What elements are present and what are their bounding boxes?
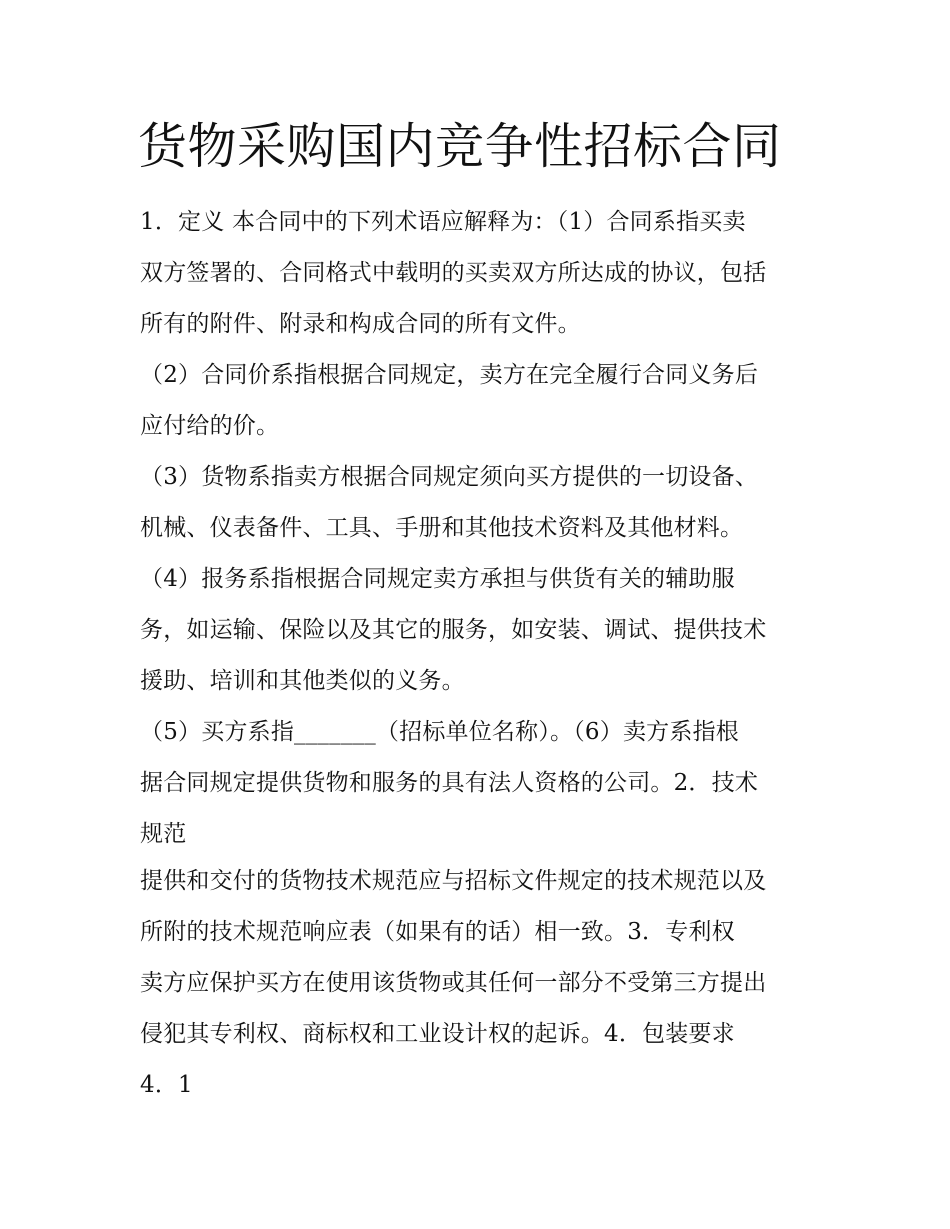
body-line: 卖方应保护买方在使用该货物或其任何一部分不受第三方提出 — [140, 970, 767, 996]
body-line: （3）货物系指卖方根据合同规定须向买方提供的一切设备、 — [140, 464, 759, 490]
body-line: 援助、培训和其他类似的义务。 — [140, 668, 465, 694]
body-line: （5）买方系指_______（招标单位名称）。（6）卖方系指根 — [140, 719, 739, 745]
body-line: 1．定义 本合同中的下列术语应解释为：（1）合同系指买卖 — [140, 209, 746, 235]
body-line: （2）合同价系指根据合同规定，卖方在完全履行合同义务后 — [140, 362, 759, 388]
body-line: 侵犯其专利权、商标权和工业设计权的起诉。4．包装要求 — [140, 1021, 735, 1047]
body-line: 务，如运输、保险以及其它的服务，如安装、调试、提供技术 — [140, 617, 767, 643]
body-line: 4．1 — [140, 1072, 193, 1098]
body-line: 规范 — [140, 821, 187, 847]
body-line: 所有的附件、附录和构成合同的所有文件。 — [140, 311, 581, 337]
body-line: 提供和交付的货物技术规范应与招标文件规定的技术规范以及 — [140, 868, 767, 894]
body-line: 据合同规定提供货物和服务的具有法人资格的公司。2．技术 — [140, 770, 759, 796]
body-line: 应付给的价。 — [140, 413, 280, 439]
document-title: 货物采购国内竞争性招标合同 — [138, 118, 782, 175]
body-line: 机械、仪表备件、工具、手册和其他技术资料及其他材料。 — [140, 515, 744, 541]
body-line: （4）报务系指根据合同规定卖方承担与供货有关的辅助服 — [140, 566, 735, 592]
body-line: 所附的技术规范响应表（如果有的话）相一致。3．专利权 — [140, 919, 735, 945]
body-line: 双方签署的、合同格式中载明的买卖双方所达成的协议，包括 — [140, 260, 767, 286]
